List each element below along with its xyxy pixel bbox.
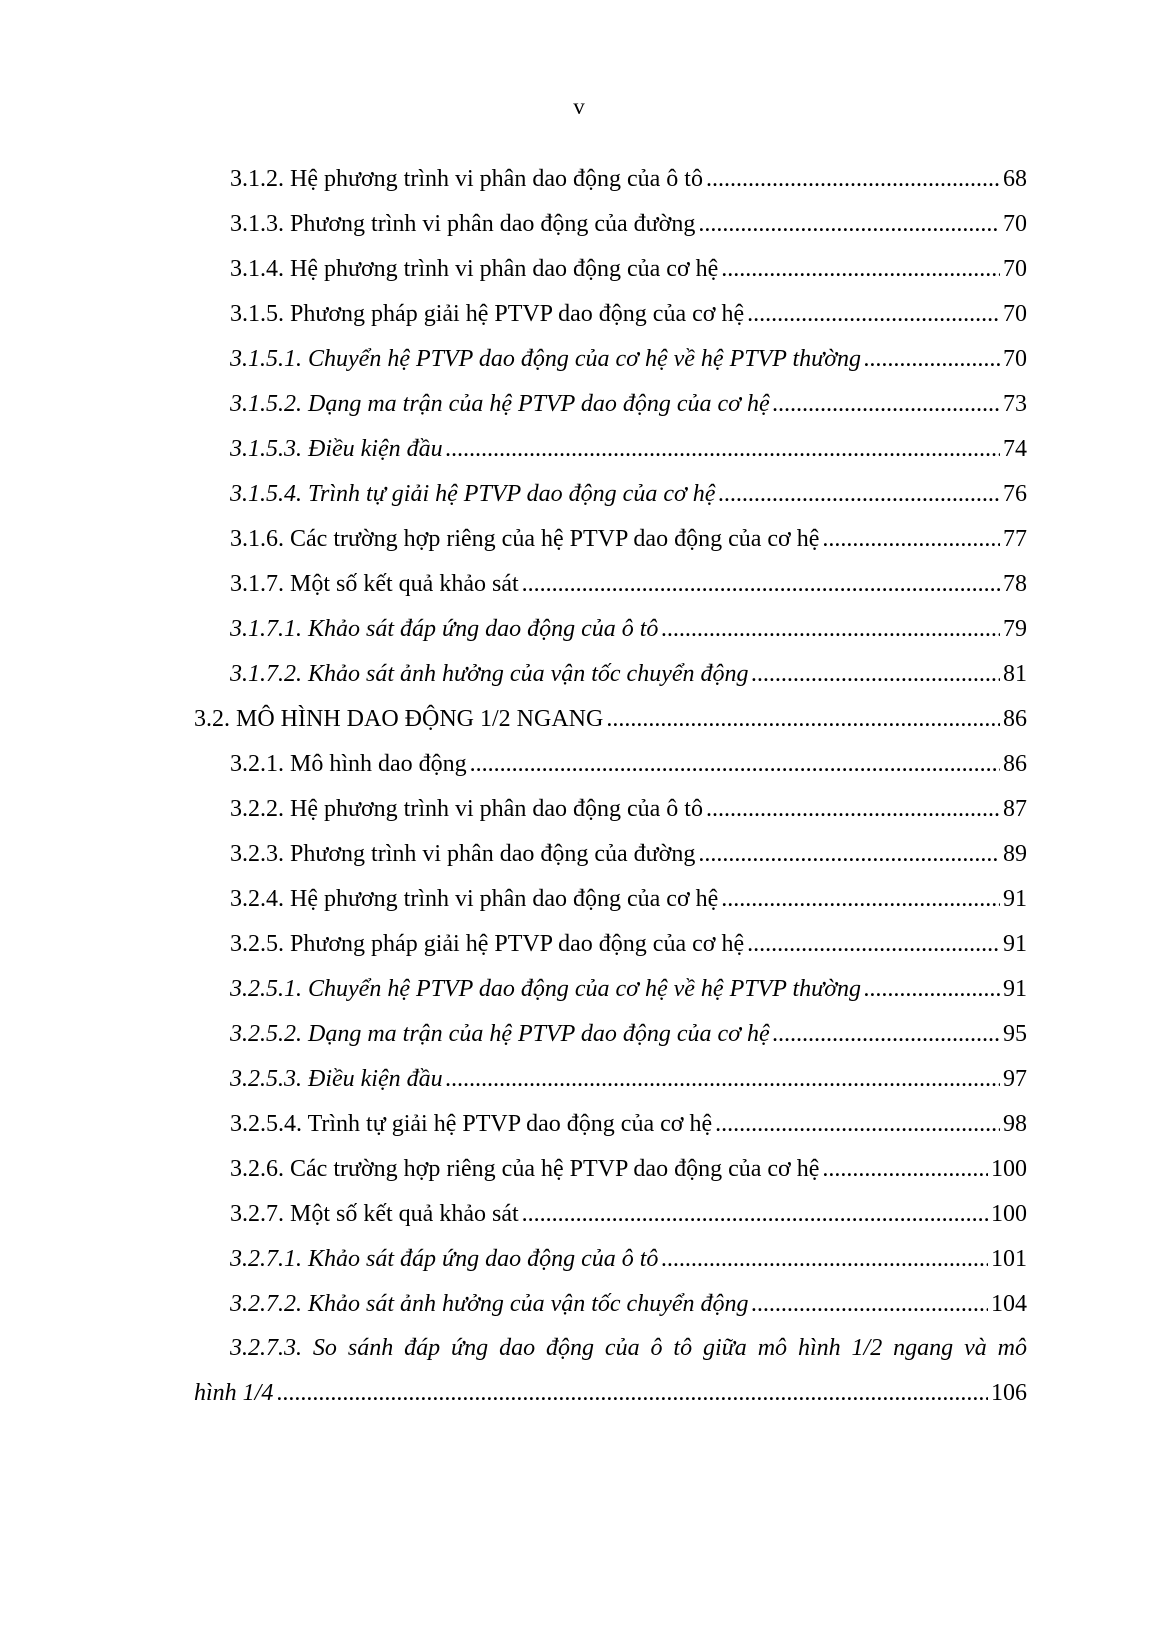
toc-leader-dots — [721, 882, 1000, 916]
toc-entry-title: 3.1.5. Phương pháp giải hệ PTVP dao động của cơ hệ — [230, 300, 745, 327]
toc-entry-page: 106 — [991, 1380, 1027, 1406]
toc-entry-page: 89 — [1003, 840, 1027, 867]
toc-entry[interactable] — [230, 966, 1027, 1011]
toc-leader-dots — [446, 1062, 1000, 1096]
toc-entry[interactable] — [230, 201, 1027, 246]
toc-entry-page: 91 — [1003, 975, 1027, 1002]
toc-entry-title: 3.2.3. Phương trình vi phân dao động của đường — [230, 840, 696, 867]
toc-entry-title: 3.2.5.2. Dạng ma trận của hệ PTVP dao động của cơ hệ — [230, 1020, 770, 1047]
toc-entry-title: 3.1.7. Một số kết quả khảo sát — [230, 570, 519, 597]
toc-entry[interactable] — [230, 1101, 1027, 1146]
toc-entry[interactable] — [230, 516, 1027, 561]
toc-leader-dots — [698, 837, 1000, 871]
toc-leader-dots — [606, 702, 1000, 736]
toc-entry[interactable] — [230, 1146, 1027, 1191]
toc-entry-title: 3.1.2. Hệ phương trình vi phân dao động của ô tô — [230, 165, 703, 192]
toc-entry-page: 104 — [991, 1290, 1027, 1317]
toc-entry[interactable] — [230, 1281, 1027, 1326]
toc-leader-dots — [864, 342, 1000, 376]
toc-entry-page: 73 — [1003, 390, 1027, 417]
toc-entry[interactable] — [230, 1056, 1027, 1101]
toc-leader-dots — [661, 612, 1000, 646]
toc-entry-page: 77 — [1003, 525, 1027, 552]
toc-entry-title: 3.2.1. Mô hình dao động — [230, 750, 467, 777]
toc-leader-dots — [715, 1107, 1000, 1141]
toc-entry[interactable] — [230, 786, 1027, 831]
toc-entry-title: 3.2.7.1. Khảo sát đáp ứng dao động của ô tô — [230, 1245, 659, 1272]
toc-entry[interactable] — [230, 921, 1027, 966]
toc-leader-dots — [747, 927, 1000, 961]
toc-entry-page: 76 — [1003, 480, 1027, 507]
toc-leader-dots — [698, 207, 1000, 241]
toc-leader-dots — [752, 657, 1001, 691]
toc-entry-page: 95 — [1003, 1020, 1027, 1047]
toc-entry[interactable] — [230, 651, 1027, 696]
toc-entry[interactable] — [230, 1236, 1027, 1281]
toc-entry-page: 97 — [1003, 1065, 1027, 1092]
toc-leader-dots — [822, 522, 1000, 556]
toc-entry-title: 3.2.7. Một số kết quả khảo sát — [230, 1200, 519, 1227]
toc-leader-dots — [522, 1197, 988, 1231]
toc-entry-title: 3.2.7.2. Khảo sát ảnh hưởng của vận tốc chuyển động — [230, 1290, 749, 1317]
toc-entry-title: 3.2.4. Hệ phương trình vi phân dao động của cơ hệ — [230, 885, 719, 912]
toc-entry[interactable] — [230, 606, 1027, 651]
toc-entry-title: 3.2.2. Hệ phương trình vi phân dao động của ô tô — [230, 795, 703, 822]
toc-leader-dots — [747, 297, 1000, 331]
toc-entry-page: 70 — [1003, 345, 1027, 372]
toc-leader-dots — [752, 1287, 989, 1321]
toc-entry[interactable] — [230, 831, 1027, 876]
toc-entry[interactable] — [230, 561, 1027, 606]
toc-leader-dots — [706, 162, 1000, 196]
toc-entry-title: 3.2. MÔ HÌNH DAO ĐỘNG 1/2 NGANG — [194, 705, 604, 732]
toc-entry[interactable] — [230, 246, 1027, 291]
toc-leader-dots — [773, 1017, 1000, 1051]
toc-entry-page: 91 — [1003, 930, 1027, 957]
toc-entry-title: 3.1.5.4. Trình tự giải hệ PTVP dao động của cơ hệ — [230, 480, 716, 507]
toc-entry-title: 3.2.5.3. Điều kiện đầu — [230, 1065, 443, 1092]
toc-leader-dots — [446, 432, 1000, 466]
toc-leader-dots — [706, 792, 1000, 826]
toc-entry[interactable] — [230, 471, 1027, 516]
toc-entry-title: 3.1.3. Phương trình vi phân dao động của đường — [230, 210, 696, 237]
toc-entry-title: 3.2.5.1. Chuyển hệ PTVP dao động của cơ hệ về hệ PTVP thường — [230, 975, 862, 1002]
toc-leader-dots — [822, 1152, 988, 1186]
toc-entry-title: 3.1.7.1. Khảo sát đáp ứng dao động của ô tô — [230, 615, 659, 642]
toc-entry[interactable] — [230, 336, 1027, 381]
toc-entry[interactable] — [194, 1326, 1027, 1416]
toc-entry-title: 3.1.5.1. Chuyển hệ PTVP dao động của cơ hệ về hệ PTVP thường — [230, 345, 862, 372]
toc-entry-page: 70 — [1003, 300, 1027, 327]
toc-leader-dots — [470, 747, 1000, 781]
toc-entry-page: 98 — [1003, 1110, 1027, 1137]
toc-entry-title-continued — [194, 1371, 1027, 1416]
toc-entry-page: 86 — [1003, 705, 1027, 732]
toc-entry-title: 3.2.5.4. Trình tự giải hệ PTVP dao động của cơ hệ — [230, 1110, 713, 1137]
toc-entry-page: 70 — [1003, 255, 1027, 282]
toc-entry[interactable] — [230, 156, 1027, 201]
toc-leader-dots — [276, 1380, 988, 1407]
toc-entry-page: 100 — [991, 1200, 1027, 1227]
toc-entry-title: 3.1.5.2. Dạng ma trận của hệ PTVP dao động của cơ hệ — [230, 390, 770, 417]
toc-entry[interactable] — [230, 1191, 1027, 1236]
toc-entry-page: 91 — [1003, 885, 1027, 912]
toc-leader-dots — [718, 477, 1000, 511]
toc-leader-dots — [661, 1242, 988, 1276]
toc-entry-title: 3.2.7.3. So sánh đáp ứng dao động của ô tô giữa mô hình 1/2 ngang và mô — [230, 1335, 1027, 1361]
toc-leader-dots — [864, 972, 1000, 1006]
toc-entry-page: 79 — [1003, 615, 1027, 642]
page-number: v — [573, 94, 585, 119]
toc-entry[interactable] — [230, 426, 1027, 471]
toc-entry-page: 78 — [1003, 570, 1027, 597]
toc-entry-title: 3.1.4. Hệ phương trình vi phân dao động của cơ hệ — [230, 255, 719, 282]
toc-entry[interactable] — [230, 1011, 1027, 1056]
toc-entry-page: 70 — [1003, 210, 1027, 237]
toc-leader-dots — [773, 387, 1000, 421]
toc-entry-page: 87 — [1003, 795, 1027, 822]
toc-entry[interactable] — [230, 876, 1027, 921]
toc-entry-page: 74 — [1003, 435, 1027, 462]
toc-entry-page: 100 — [991, 1155, 1027, 1182]
toc-entry-title: 3.2.6. Các trường hợp riêng của hệ PTVP dao động của cơ hệ — [230, 1155, 820, 1182]
toc-entry-page: 101 — [991, 1245, 1027, 1272]
toc-entry[interactable] — [194, 696, 1027, 741]
toc-entry-title: 3.1.7.2. Khảo sát ảnh hưởng của vận tốc chuyển động — [230, 660, 749, 687]
toc-entry-title: 3.1.6. Các trường hợp riêng của hệ PTVP dao động của cơ hệ — [230, 525, 820, 552]
table-of-contents — [0, 156, 1158, 1416]
toc-entry-page: 81 — [1003, 660, 1027, 687]
toc-entry[interactable] — [230, 741, 1027, 786]
toc-entry-title: 3.1.5.3. Điều kiện đầu — [230, 435, 443, 462]
toc-entry-page: 68 — [1003, 165, 1027, 192]
toc-entry-page: 86 — [1003, 750, 1027, 777]
toc-entry[interactable] — [230, 381, 1027, 426]
toc-leader-dots — [522, 567, 1000, 601]
toc-entry-title-tail: hình 1/4 — [194, 1380, 274, 1406]
toc-leader-dots — [721, 252, 1000, 286]
toc-entry-title: 3.2.5. Phương pháp giải hệ PTVP dao động của cơ hệ — [230, 930, 745, 957]
toc-entry[interactable] — [230, 291, 1027, 336]
